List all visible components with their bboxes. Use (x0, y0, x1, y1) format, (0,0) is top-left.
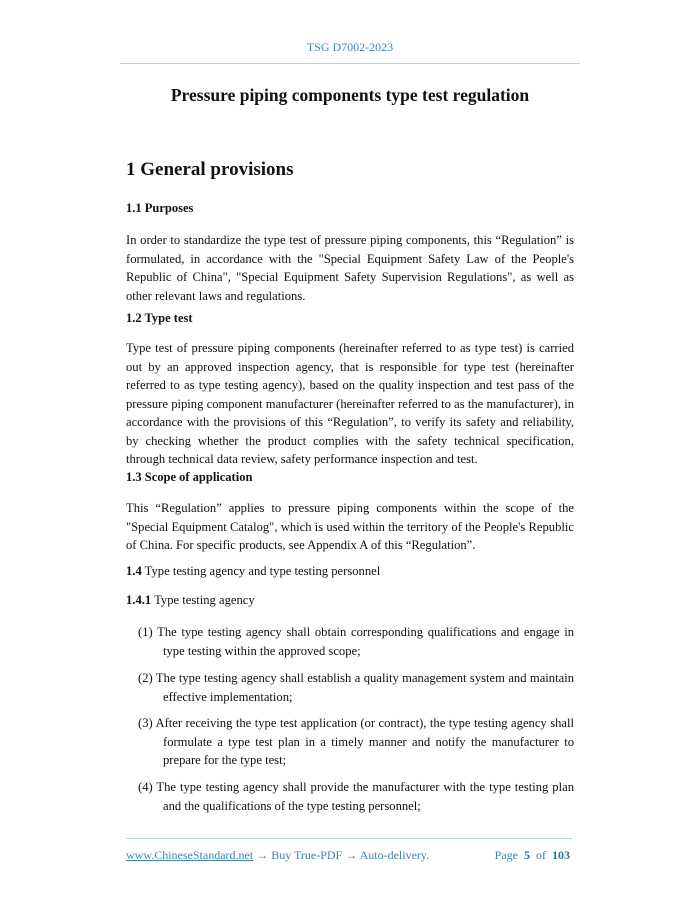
buy-text: Buy True-PDF (271, 848, 343, 862)
list-item: (1) The type testing agency shall obtain corresponding qualifications and engage in type testing within the approved scope; (138, 625, 574, 658)
list-item: (4) The type testing agency shall provide the manufacturer with the type testing plan and the qualifications of the type testing personnel; (138, 780, 574, 813)
page-number: 5 (524, 848, 530, 862)
heading-1-3: 1.3 Scope of application (126, 470, 253, 484)
heading-1-2: 1.2 Type test (126, 311, 193, 325)
section-heading: 1 General provisions (126, 159, 294, 180)
header-divider (120, 63, 580, 64)
paragraph-1-1: In order to standardize the type test of pressure piping components, this “Regulation” is formulated, in accordance with the "Special Equipment Safety Law of the People's Republic of China", "Special Equipment Safety Supervision Regulations", as well as other relevant laws and regulations. (126, 233, 574, 303)
heading-number: 1.4 (126, 564, 142, 578)
delivery-text: Auto-delivery. (359, 848, 430, 862)
footer-divider (126, 838, 572, 839)
heading-1-1: 1.1 Purposes (126, 201, 194, 215)
paragraph-1-2: Type test of pressure piping components (hereinafter referred to as type test) is carried out by an approved inspection agency, that is responsible for type test (hereinafter referred to as type testing agency), based on the quality inspection and test pass of the pressure piping component manufacturer (hereinafter referred to as the manufacturer), in accordance with the provisions of this “Regulation”, to verify its safety and reliability, by checking whether the product complies with the safety technical specification, through technical data review, safety performance inspection and test. (126, 341, 574, 466)
footer-left (126, 848, 429, 863)
arrow-right-icon: → (345, 848, 358, 862)
heading-1-4-1 (126, 593, 255, 608)
page-of: of (536, 848, 546, 862)
list-item: (3) After receiving the type test application (or contract), the type testing agency shall formulate a type test plan in a timely manner and notify the manufacturer to prepare for the type test; (138, 716, 574, 767)
heading-text: Type testing agency (154, 593, 255, 607)
list-item: (2) The type testing agency shall establish a quality management system and maintain effective implementation; (138, 671, 574, 704)
paragraph-1-3: This “Regulation” applies to pressure piping components within the scope of the "Special Equipment Catalog", which is used within the territory of the People's Republic of China. For specific products, see Appendix A of this “Regulation”. (126, 501, 574, 552)
page-indicator (495, 848, 570, 863)
arrow-right-icon: → (256, 848, 269, 862)
heading-text: Type testing agency and type testing personnel (144, 564, 381, 578)
website-link[interactable]: www.ChineseStandard.net (126, 848, 254, 862)
heading-1-4 (126, 564, 380, 579)
document-title: Pressure piping components type test regulation (170, 85, 530, 105)
header-doc-code: TSG D7002-2023 (306, 40, 394, 54)
page-label: Page (494, 848, 518, 862)
page-total: 103 (552, 848, 570, 862)
heading-number: 1.4.1 (126, 593, 152, 607)
